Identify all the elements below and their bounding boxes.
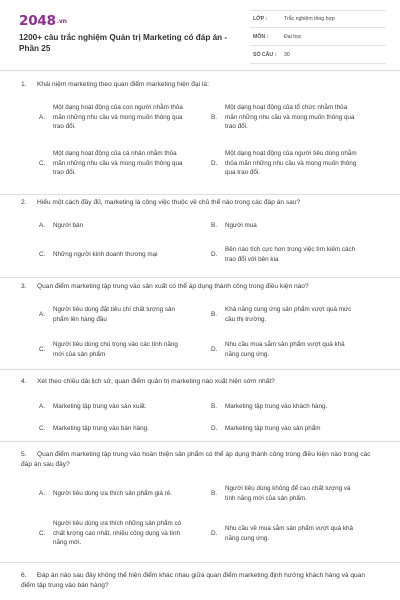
question-stem: Khái niệm marketing theo quan điểm marketing hiện đại là:	[37, 81, 209, 88]
option-text: Marketing tập trung vào sản xuất.	[53, 403, 147, 410]
question-text	[21, 80, 371, 90]
question-text	[21, 198, 371, 208]
meta-value: 30	[284, 51, 290, 58]
meta-label: MÔN :	[253, 33, 269, 40]
option-text: Nhu cầu về mua sắm sản phẩm vượt quá khả năng cung ứng.	[225, 525, 354, 542]
meta-value: Trắc nghiệm tổng hợp	[284, 16, 335, 22]
question-text	[21, 377, 371, 387]
header-divider	[0, 70, 400, 71]
question-stem: Quan điểm marketing tập trung vào sản xuất có thể áp dụng thành công trong điều kiện nào?	[37, 283, 309, 290]
option-a[interactable]	[39, 305, 185, 324]
option-letter: A.	[39, 403, 46, 410]
page-header	[0, 0, 400, 66]
option-text: Marketing tập trung vào bán hàng.	[53, 425, 149, 432]
meta-label: LỚP :	[253, 16, 268, 22]
option-letter: C.	[39, 251, 46, 258]
option-b[interactable]	[211, 305, 357, 324]
question-number: 4.	[21, 378, 27, 385]
question-divider	[0, 277, 400, 278]
meta-label: SỐ CÂU :	[253, 51, 277, 58]
question-number: 2.	[21, 199, 27, 206]
option-text: Người bán	[53, 222, 84, 229]
page-title: 1200+ câu trắc nghiệm Quản trị Marketing có đáp án - Phần 25	[19, 33, 228, 53]
option-text: Người tiêu dùng chú trọng vào các tính năng mới của sản phẩm	[53, 341, 178, 358]
meta-row-class	[250, 10, 386, 28]
option-d[interactable]	[211, 149, 357, 178]
option-text: Người tiêu dùng đặt tiêu chí chất lượng sản phẩm lên hàng đầu	[53, 306, 176, 323]
option-letter: C.	[39, 425, 46, 432]
option-c[interactable]	[39, 340, 185, 359]
option-text: Những người kinh doanh thương mại	[53, 251, 158, 258]
question-stem: Hiểu một cách đầy đủ, marketing là công việc thuộc về chủ thể nào trong các đáp án sau?	[37, 199, 301, 206]
question-number: 3.	[21, 283, 27, 290]
option-text: Nhu cầu mua sắm sản phẩm vượt quá khả năng cung ứng.	[225, 341, 345, 358]
option-letter: D.	[211, 529, 218, 537]
option-d[interactable]	[211, 424, 375, 434]
option-text: Một dạng hoạt động của con người nhằm thỏa mãn những nhu cầu và mong muốn thông qua trao đổi.	[53, 104, 183, 131]
option-d[interactable]	[211, 245, 357, 264]
option-letter: B.	[211, 222, 218, 229]
option-text: Người tiêu dùng không để cao chất lượng và tính năng mới của sản phẩm.	[225, 485, 351, 502]
option-letter: B.	[211, 403, 218, 410]
option-b[interactable]	[211, 221, 357, 231]
option-d[interactable]	[211, 524, 357, 543]
option-text: Bên nào tích cực hơn trong việc tìm kiếm cách trao đổi với bên kia	[225, 246, 356, 263]
question-number: 1.	[21, 81, 27, 88]
option-a[interactable]	[39, 402, 203, 412]
question-number: 5.	[21, 451, 27, 458]
meta-value: Đại học	[284, 33, 302, 40]
option-letter: A.	[39, 490, 46, 497]
question-number: 6.	[21, 572, 27, 579]
option-letter: D.	[211, 250, 218, 258]
option-text: Marketing tập trung vào sản phẩm	[225, 425, 321, 432]
option-text: Một dạng hoạt động của tổ chức nhằm thỏa mãn những nhu cầu và mong muốn thông qua trao đổi.	[225, 104, 355, 131]
option-letter: D.	[211, 425, 218, 432]
option-a[interactable]	[39, 103, 185, 132]
option-text: Marketing tập trung vào khách hàng.	[225, 403, 328, 410]
option-text: Người tiêu dùng ưa thích những sản phẩm có chất lượng cao nhất, nhiều công dụng và tính năng mới.	[53, 520, 182, 547]
option-a[interactable]	[39, 221, 185, 231]
option-letter: C.	[39, 529, 46, 537]
option-letter: D.	[211, 159, 218, 167]
logo-text: 2048	[19, 13, 56, 29]
logo-tld: .vn	[56, 18, 67, 25]
question-text	[21, 282, 371, 292]
option-c[interactable]	[39, 250, 185, 260]
question-stem: Quan điểm marketing tập trung vào hoàn thiện sản phẩm có thể áp dụng thành công trong điều kiện nào trong các đáp án sau đây?	[21, 451, 371, 468]
option-letter: C.	[39, 345, 46, 353]
option-letter: B.	[211, 489, 218, 497]
meta-table	[250, 10, 386, 64]
option-letter: A.	[39, 310, 46, 318]
option-c[interactable]	[39, 424, 203, 434]
option-a[interactable]	[39, 489, 203, 499]
option-b[interactable]	[211, 103, 357, 132]
option-d[interactable]	[211, 340, 357, 359]
option-text: Người mua	[225, 222, 257, 229]
option-text: Người tiêu dùng ưa thích sản phẩm giá rẻ.	[53, 490, 172, 497]
option-letter: C.	[39, 159, 46, 167]
question-text	[21, 450, 371, 470]
meta-row-count	[250, 46, 386, 64]
option-text: Một dạng hoạt động của cá nhân nhằm thỏa mãn những nhu cầu và mong muốn thông qua trao đổi.	[53, 150, 183, 177]
question-divider	[0, 562, 400, 563]
option-b[interactable]	[211, 402, 375, 412]
option-letter: D.	[211, 345, 218, 353]
question-stem: Xét theo chiều dài lịch sử, quan điểm quản trị marketing nào xuất hiện sớm nhất?	[37, 378, 275, 385]
question-divider	[0, 369, 400, 370]
option-b[interactable]	[211, 484, 357, 503]
option-letter: A.	[39, 222, 46, 229]
question-text	[21, 571, 371, 591]
option-letter: B.	[211, 310, 218, 318]
site-logo[interactable]	[19, 13, 67, 29]
option-letter: B.	[211, 113, 218, 121]
option-text: Khả năng cung ứng sản phẩm vượt quá mức cầu thị trường.	[225, 306, 352, 323]
option-c[interactable]	[39, 519, 185, 548]
option-letter: A.	[39, 113, 46, 121]
question-stem: Đáp án nào sau đây không thể hiện điểm khác nhau giữa quan điểm marketing định hướng khách hàng và quan điểm tập trung vào bán hàng?	[21, 572, 366, 589]
question-divider	[0, 194, 400, 195]
question-divider	[0, 441, 400, 442]
option-text: Một dạng hoạt động của người tiêu dùng nhằm thỏa mãn những nhu cầu và mong muốn thông qua trao đổi.	[225, 150, 357, 177]
meta-row-subject	[250, 28, 386, 46]
option-c[interactable]	[39, 149, 185, 178]
